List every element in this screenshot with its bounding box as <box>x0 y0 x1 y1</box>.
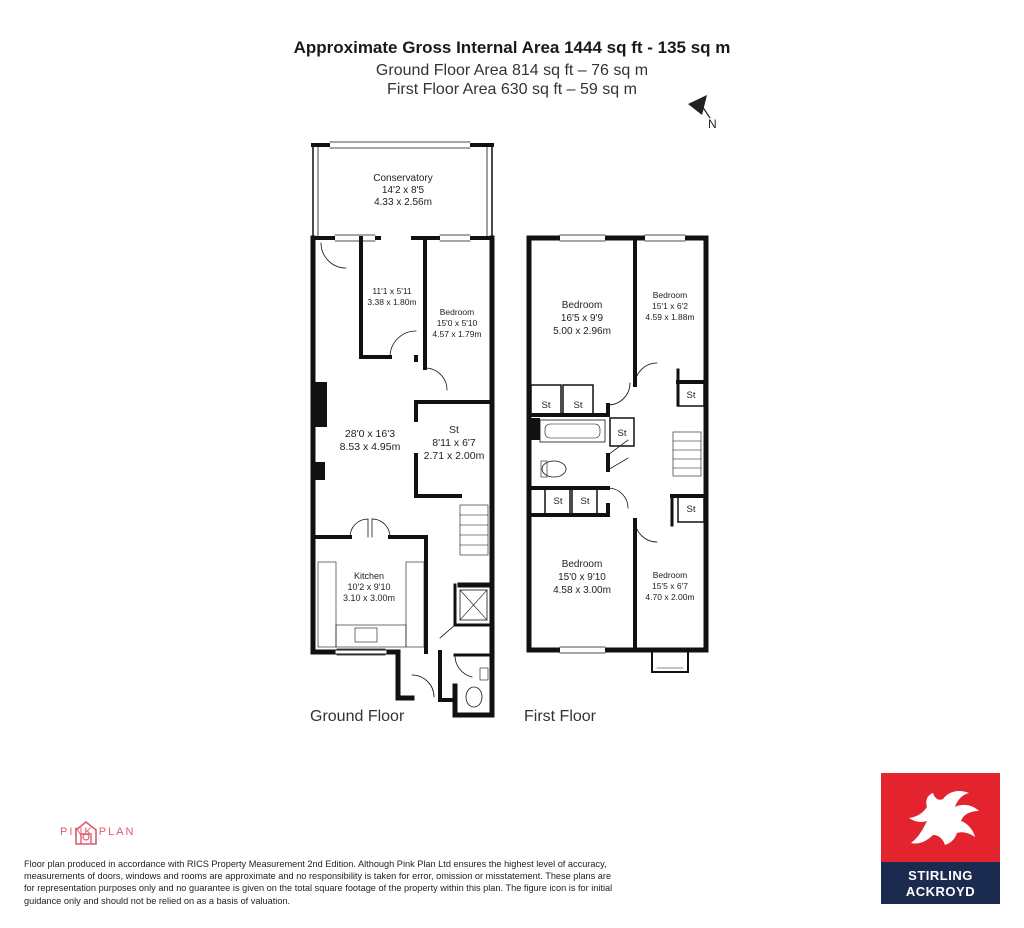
room-imperial: 11'1 x 5'11 <box>372 286 412 296</box>
griffin-icon <box>881 773 1000 862</box>
room-name: Bedroom <box>439 307 475 317</box>
store-label: St <box>617 428 627 439</box>
store-label: St <box>686 390 696 401</box>
agent-logo-name-band <box>881 862 1000 904</box>
store-label: St <box>686 504 696 515</box>
ground-floor-area: Ground Floor Area 814 sq ft – 76 sq m <box>375 62 649 79</box>
room-name: Bedroom <box>652 570 688 580</box>
pink-plan-wordmark: PINK PLAN <box>60 826 136 838</box>
room-imperial: 15'0 x 5'10 <box>436 318 478 328</box>
room-name: Bedroom <box>652 290 688 300</box>
room-imperial: 14'2 x 8'5 <box>381 185 425 196</box>
room-name: Kitchen <box>353 571 385 581</box>
north-arrow-icon <box>688 95 717 131</box>
disclaimer-text: Floor plan produced in accordance with RICS Property Measurement 2nd Edition. Although Pink Plan Ltd ensures the highest level of accuracy, measurements of doors, windows and rooms are approximate and no responsibility is taken for error, omission or misstatement. These plans are for representation purposes only and no guarantee is given on the total square footage of the property within this plan. The figure icon is for initial guidance only and should not be relied on as a basis of valuation. <box>24 859 613 906</box>
room-metric: 8.53 x 4.95m <box>339 441 401 453</box>
room-name: Bedroom <box>561 559 603 570</box>
room-metric: 3.38 x 1.80m <box>367 297 417 307</box>
first-floor-area: First Floor Area 630 sq ft – 59 sq m <box>387 81 637 98</box>
room-name: St <box>449 424 459 436</box>
room-imperial: 28'0 x 16'3 <box>344 428 396 440</box>
room-metric: 4.33 x 2.56m <box>374 197 432 208</box>
store-label: St <box>580 496 590 507</box>
room-imperial: 15'1 x 6'2 <box>652 301 688 311</box>
first-floor-label: First Floor <box>524 708 596 725</box>
compass-label: N <box>708 117 717 131</box>
room-metric: 4.57 x 1.79m <box>432 329 482 339</box>
room-imperial: 10'2 x 9'10 <box>347 582 391 592</box>
room-metric: 2.71 x 2.00m <box>423 450 485 462</box>
room-imperial: 15'5 x 6'7 <box>652 581 688 591</box>
agent-logo-emblem <box>881 773 1000 862</box>
room-metric: 4.70 x 2.00m <box>645 592 695 602</box>
room-imperial: 16'5 x 9'9 <box>560 313 604 324</box>
room-imperial: 8'11 x 6'7 <box>432 437 476 449</box>
ground-floor-label: Ground Floor <box>310 708 405 725</box>
room-name: Conservatory <box>373 173 433 184</box>
room-metric: 3.10 x 3.00m <box>342 593 396 603</box>
store-label: St <box>573 400 583 411</box>
room-imperial: 15'0 x 9'10 <box>558 572 606 583</box>
room-metric: 4.59 x 1.88m <box>645 312 695 322</box>
room-metric: 5.00 x 2.96m <box>553 326 611 337</box>
agent-logo <box>881 773 1000 904</box>
agent-name-line1: STIRLING <box>908 868 973 883</box>
title-total-area: Approximate Gross Internal Area 1444 sq ft - 135 sq m <box>293 38 731 57</box>
room-name: Bedroom <box>561 300 603 311</box>
store-label: St <box>541 400 551 411</box>
agent-name-line2: ACKROYD <box>905 884 976 899</box>
room-metric: 4.58 x 3.00m <box>553 585 611 596</box>
store-label: St <box>553 496 563 507</box>
